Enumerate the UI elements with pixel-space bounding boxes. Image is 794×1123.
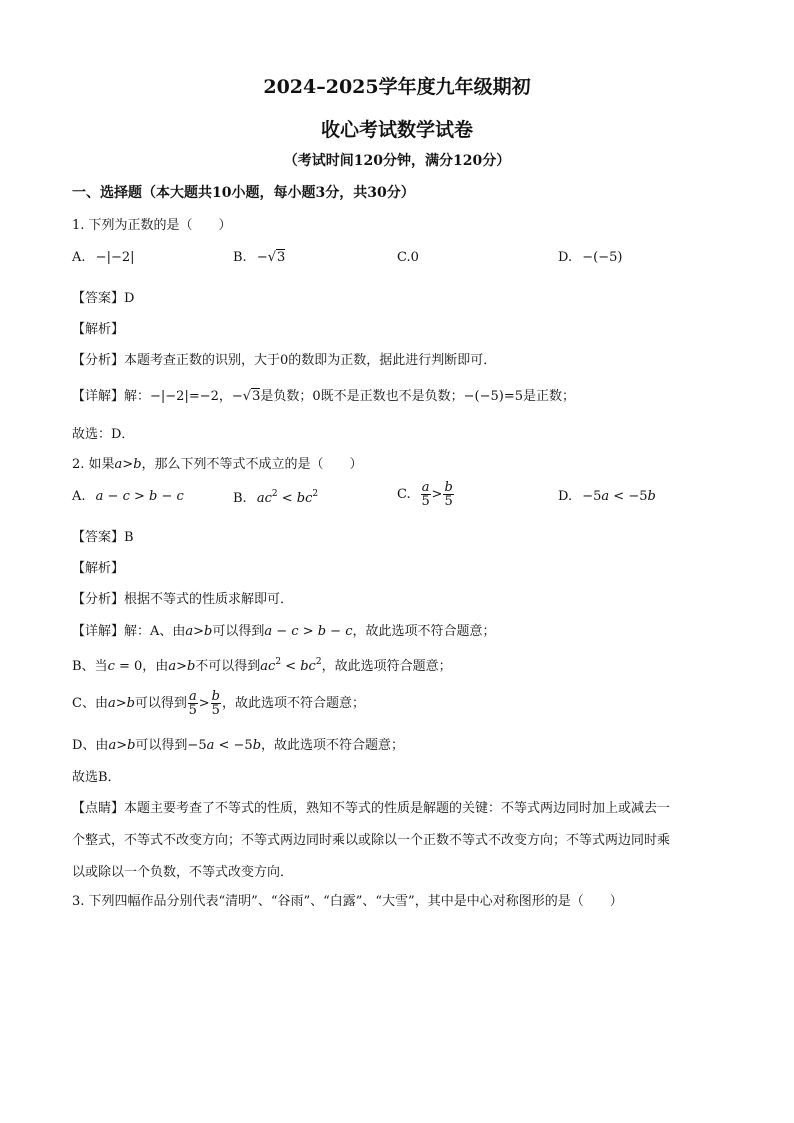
exam-info: （考试时间120分钟，满分120分） — [283, 153, 511, 169]
option-label: C. — [397, 487, 411, 502]
q2-dianjing-line1: 【点睛】本题主要考查了不等式的性质，熟知不等式的性质是解题的关键：不等式两边同时加上或减去一 — [72, 801, 671, 816]
q2-analysis-tag: 【解析】 — [72, 561, 125, 576]
q2-xiangjie-b: B、当c = 0，由a>b不可以得到$ac^2 < bc^2$，故此选项符合题意； — [72, 657, 452, 674]
q2-conclusion: 故选B． — [72, 770, 121, 785]
option-label: B. — [233, 491, 247, 506]
xiangjie-text-a: 是负数；0既不是正数也不是负数； — [260, 389, 464, 404]
q2-stem: 2. 如果a>b，那么下列不等式不成立的是（ ） — [72, 457, 363, 472]
option-label: C. — [397, 250, 411, 265]
q2-fenxi: 【分析】根据不等式的性质求解即可． — [72, 592, 294, 607]
q2-xiangjie-a: 【详解】解：A、由a>b可以得到a − c > b − c，故此选项不符合题意； — [72, 624, 496, 639]
xj-a-suffix: ，故此选项不符合题意； — [352, 624, 496, 639]
q2-option-d: D. −5a < −5b — [558, 489, 656, 504]
stem-prefix: 2. 如果 — [72, 457, 115, 472]
section-heading: 一、选择题（本大题共10小题，每小题3分，共30分） — [72, 185, 415, 201]
xj-b-mid2: 不可以得到 — [195, 659, 261, 674]
stem-suffix: ，那么下列不等式不成立的是（ ） — [141, 457, 363, 472]
option-label: B. — [233, 250, 247, 265]
q1-fenxi: 【分析】本题考查正数的识别，大于0的数即为正数，据此进行判断即可． — [72, 353, 497, 368]
q1-option-c — [397, 250, 419, 265]
q1-conclusion: 故选：D． — [72, 427, 135, 442]
q2-option-a: A. a − c > b − c — [72, 489, 184, 504]
q2-dianjing-line2: 个整式，不等式不改变方向；不等式两边同时乘以或除以一个正数不等式不改变方向；不等式两边同时乘 — [72, 833, 671, 848]
xj-b-mid1: ，由 — [142, 659, 169, 674]
q2-answer: 【答案】B — [72, 530, 134, 545]
xj-d-prefix: D、由 — [72, 738, 109, 753]
xj-b-suffix: ，故此选项符合题意； — [321, 659, 452, 674]
xiangjie-text-b: 是正数； — [523, 389, 576, 404]
q1-stem: 1. 下列为正数的是（ ） — [72, 218, 232, 233]
option-label: D. — [558, 250, 573, 265]
option-label: D. — [558, 489, 573, 504]
q1-xiangjie: 【详解】解：−|−2|=−2，−√3是负数；0既不是正数也不是负数；−(−5)=5是正数； — [72, 389, 576, 404]
xj-a-prefix: 【详解】解：A、由 — [72, 624, 186, 639]
xj-c-prefix: C、由 — [72, 696, 108, 711]
q2-xiangjie-d: D、由a>b可以得到−5a < −5b，故此选项不符合题意； — [72, 738, 405, 753]
q2-xiangjie-c: C、由a>b可以得到 $\frac{a}{5}$ > $\frac{b}{5}$ ，故此选项不符合题意； — [72, 689, 365, 718]
q2-option-c: C. $\frac{a}{5}$ > $\frac{b}{5}$ — [397, 480, 453, 509]
q1-answer: 【答案】D — [72, 291, 135, 306]
option-value: 0 — [410, 250, 419, 265]
q3-stem: 3. 下列四幅作品分别代表“清明”、“谷雨”、“白露”、“大雪”，其中是中心对称图形的是（ ） — [72, 894, 623, 909]
xj-b-prefix: B、当 — [72, 659, 108, 674]
xiangjie-prefix: 【详解】解： — [72, 389, 151, 404]
xj-d-suffix: ，故此选项不符合题意； — [261, 738, 405, 753]
xj-d-mid: 可以得到 — [135, 738, 188, 753]
q2-option-b: B. $ac^2 < bc^2$ — [233, 489, 319, 506]
q1-option-b: B. −√3 — [233, 250, 286, 265]
xj-c-suffix: ，故此选项不符合题意； — [221, 696, 365, 711]
q1-option-d: D. −(−5) — [558, 250, 623, 265]
exam-title-line1: 2024–2025学年度九年级期初 — [263, 76, 531, 98]
option-label: A. — [72, 250, 86, 265]
q1-option-a: A. −|−2| — [72, 250, 135, 265]
xj-a-mid: 可以得到 — [212, 624, 265, 639]
q1-analysis-tag: 【解析】 — [72, 322, 125, 337]
option-label: A. — [72, 489, 86, 504]
xj-c-mid: 可以得到 — [134, 696, 187, 711]
q2-dianjing-line3: 以或除以一个负数，不等式改变方向． — [72, 865, 294, 880]
exam-title-line2: 收心考试数学试卷 — [320, 119, 473, 141]
